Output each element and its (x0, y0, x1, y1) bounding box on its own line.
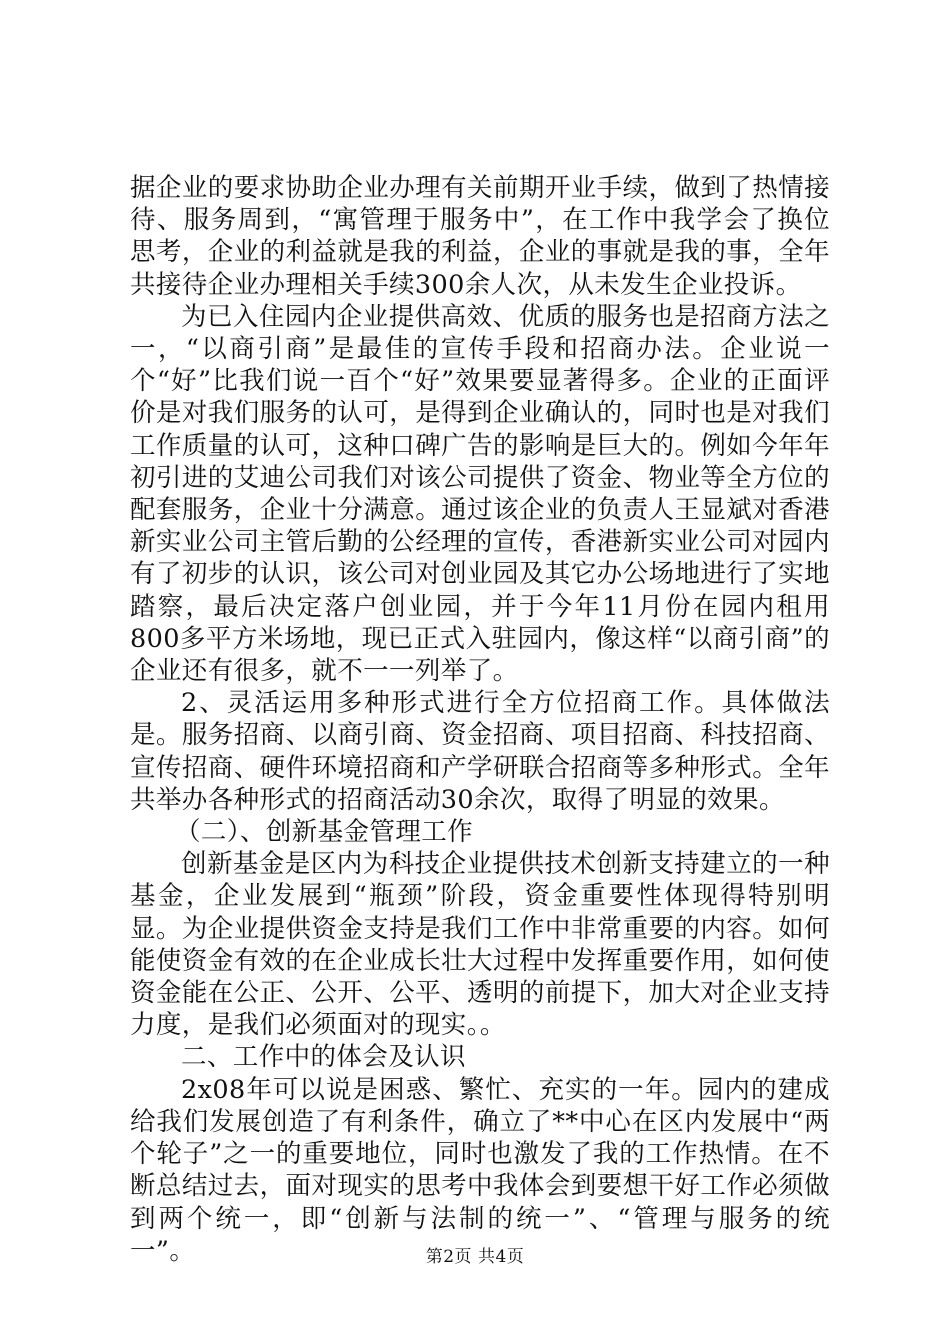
section-heading-innovation-fund: （二）、创新基金管理工作 (175, 817, 474, 848)
paragraph-flexible-methods: 2、灵活运用多种形式进行全方位招商工作。具体做法是。服务招商、以商引商、资金招商、项目招商、科技招商、宣传招商、硬件环境招商和产学研联合招商等多种形式。全年共举办各种形式的招商活动30余次，取得了明显的效果。 (130, 688, 830, 815)
paragraph-service-continuation: 据企业的要求协助企业办理有关前期开业手续，做到了热情接待、服务周到，“寓管理于服务中”，在工作中我学会了换位思考，企业的利益就是我的利益，企业的事就是我的事，全年共接待企业办理相关手续300余人次，从未发生企业投诉。 (130, 173, 830, 300)
paragraph-year-summary: 2x08年可以说是困惑、繁忙、充实的一年。园内的建成给我们发展创造了有利条件，确立了**中心在区内发展中“两个轮子”之一的重要地位，同时也激发了我的工作热情。在不断总结过去，面对现实的思考中我体会到要想干好工作必须做到两个统一，即“创新与法制的统一”、“管理与服务的统一”。 (130, 1074, 830, 1266)
paragraph-business-attraction: 为已入住园内企业提供高效、优质的服务也是招商方法之一，“以商引商”是最佳的宣传手段和招商办法。企业说一个“好”比我们说一百个“好”效果要显著得多。企业的正面评价是对我们服务的认可，是得到企业确认的，同时也是对我们工作质量的认可，这种口碑广告的影响是巨大的。例如今年年初引进的艾迪公司我们对该公司提供了资金、物业等全方位的配套服务，企业十分满意。通过该企业的负责人王显斌对香港新实业公司主管后勤的公经理的宣传，香港新实业公司对园内有了初步的认识，该公司对创业园及其它办公场地进行了实地踏察，最后决定落户创业园，并于今年11月份在园内租用800多平方米场地，现已正式入驻园内，像这样“以商引商”的企业还有很多，就不一一列举了。 (130, 301, 830, 687)
document-body (130, 172, 830, 1267)
section-heading-experience: 二、工作中的体会及认识 (181, 1042, 466, 1073)
page-footer: 第2页 共4页 (425, 1247, 525, 1267)
paragraph-innovation-fund: 创新基金是区内为科技企业提供技术创新支持建立的一种基金，企业发展到“瓶颈”阶段，资金重要性体现得特别明显。为企业提供资金支持是我们工作中非常重要的内容。如何能使资金有效的在企业成长壮大过程中发挥重要作用，如何使资金能在公正、公开、公平、透明的前提下，加大对企业支持力度，是我们必须面对的现实。。 (130, 849, 830, 1041)
